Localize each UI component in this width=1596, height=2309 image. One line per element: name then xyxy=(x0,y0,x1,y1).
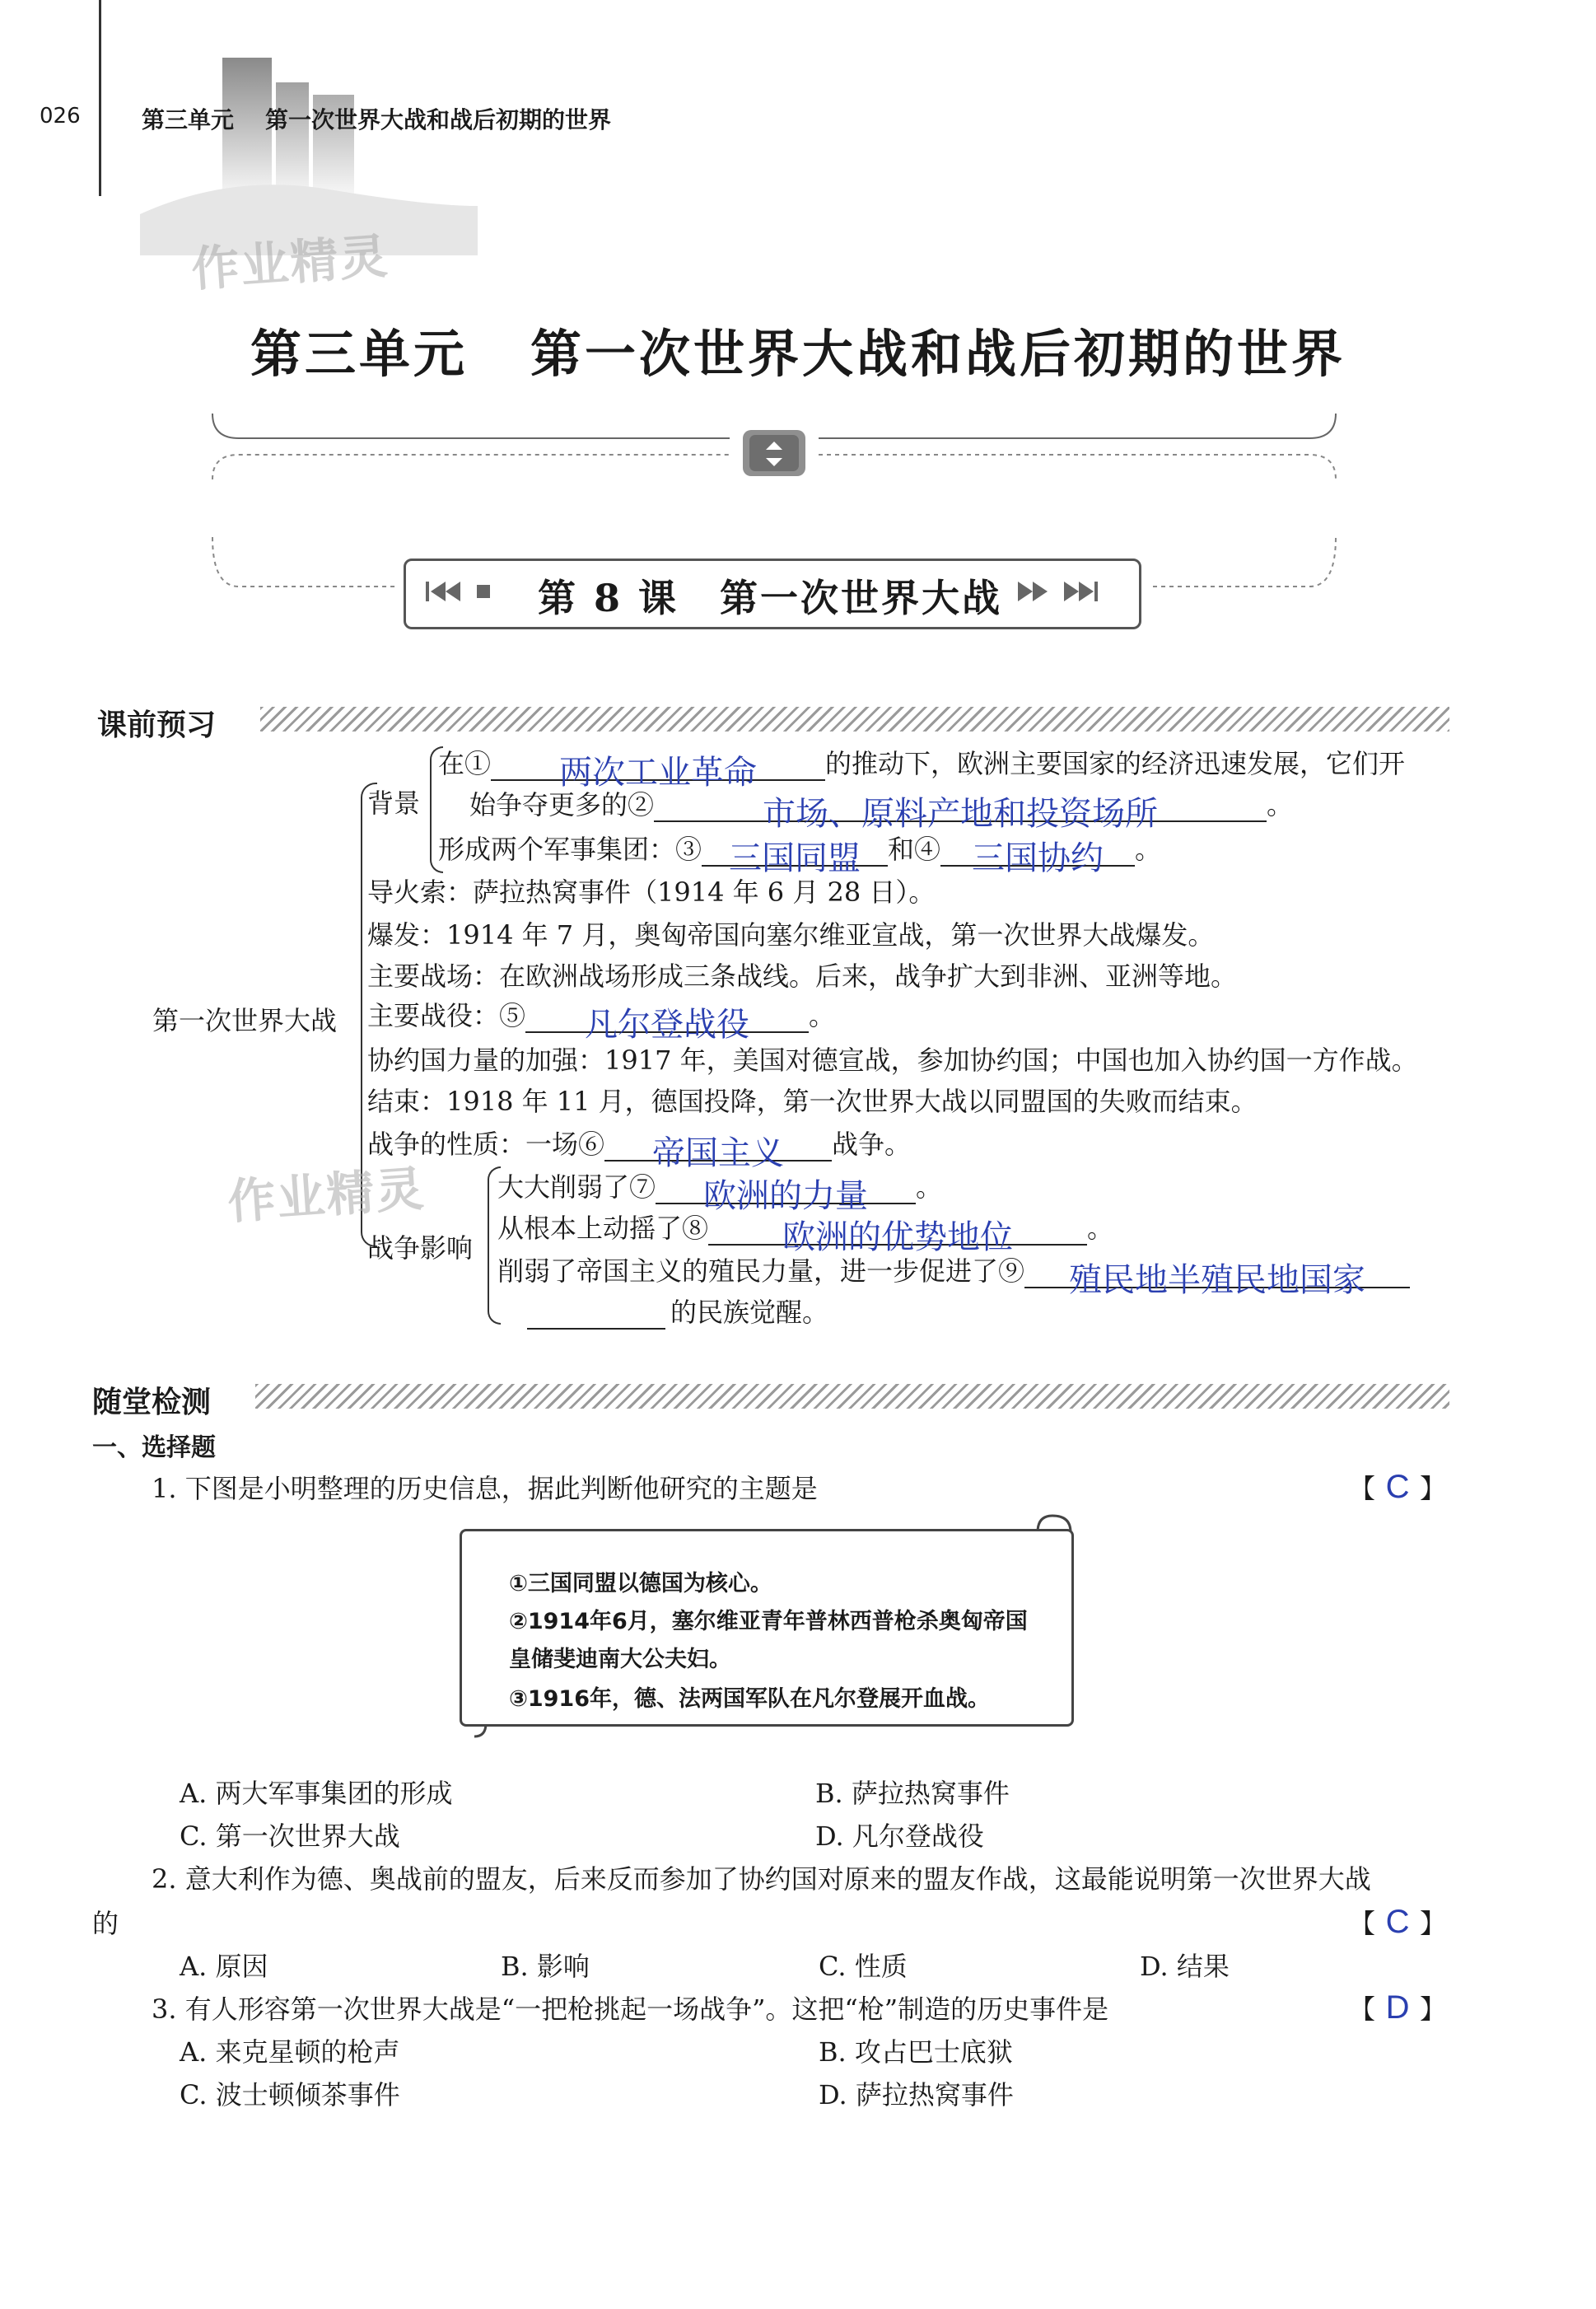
answer-1: 两次工业革命 xyxy=(559,755,758,791)
fuse-line: 导火索：萨拉热窝事件（1914 年 6 月 28 日）。 xyxy=(367,876,936,908)
impact-line-2: 从根本上动摇了⑧ 欧洲的优势地位 。 xyxy=(497,1213,1114,1255)
q2-option-a: A. 原因 xyxy=(180,1951,268,1982)
watermark-middle: 作业精灵 xyxy=(226,1160,427,1231)
q3-option-c: C. 波士顿倾茶事件 xyxy=(180,2079,400,2110)
q3-answer: D xyxy=(1385,1989,1410,2026)
q2-answer-bracket: 【 C 】 xyxy=(1349,1904,1447,1940)
scroll-line-3: 皇储斐迪南大公夫妇。 xyxy=(509,1647,731,1672)
entente-line: 协约国力量的加强：1917 年，美国对德宣战，参加协约国；中国也加入协约国一方作战。 xyxy=(367,1045,1418,1076)
outbreak-line: 爆发：1914 年 7 月，奥匈帝国向塞尔维亚宣战，第一次世界大战爆发。 xyxy=(367,919,1215,951)
q1-option-d: D. 凡尔登战役 xyxy=(815,1821,984,1852)
unit-title xyxy=(0,313,1596,386)
q3-answer-bracket: 【 D 】 xyxy=(1349,1989,1447,2026)
background-line-3: 形成两个军事集团：③ 三国同盟 和④ 三国协约 。 xyxy=(438,834,1162,876)
blank-3 xyxy=(702,832,888,876)
page-number: 026 xyxy=(40,104,81,129)
header-divider xyxy=(99,0,101,196)
answer-5: 凡尔登战役 xyxy=(585,1007,750,1043)
header-unit: 第三单元 xyxy=(142,106,235,133)
impact-label: 战争影响 xyxy=(367,1232,474,1264)
q2-stem-continuation: 的 xyxy=(92,1908,119,1939)
answer-3: 三国同盟 xyxy=(729,840,861,876)
lesson-name: 第一次世界大战 xyxy=(720,576,1003,620)
q1-answer: C xyxy=(1385,1469,1410,1505)
end-line: 结束：1918 年 11 月，德国投降，第一次世界大战以同盟国的失败而结束。 xyxy=(367,1086,1258,1117)
blank-1 xyxy=(491,746,825,791)
answer-4: 三国协约 xyxy=(972,840,1104,876)
lesson-title xyxy=(404,568,1136,623)
q3-stem: 3. 有人形容第一次世界大战是“一把枪挑起一场战争”。这把“枪”制造的历史事件是 xyxy=(152,1993,1109,2025)
nature-line: 战争的性质：一场⑥ 帝国主义 战争。 xyxy=(367,1129,912,1171)
section-hatch-quiz xyxy=(255,1384,1449,1409)
battle-line: 主要战役：⑤ 凡尔登战役 。 xyxy=(367,1000,836,1043)
blank-4 xyxy=(940,832,1135,876)
blank-9 xyxy=(1024,1254,1410,1298)
q1-answer-bracket: 【 C 】 xyxy=(1349,1469,1447,1505)
q2-answer: C xyxy=(1385,1904,1410,1940)
section-title-quiz: 随堂检测 xyxy=(92,1386,212,1419)
scroll-line-2: ②1914年6月，塞尔维亚青年普林西普枪杀奥匈帝国 xyxy=(509,1609,1028,1634)
lesson-number: 第 8 课 xyxy=(537,576,679,620)
background-label: 背景 xyxy=(367,788,421,819)
q3-option-d: D. 萨拉热窝事件 xyxy=(819,2079,1014,2110)
answer-6: 帝国主义 xyxy=(652,1135,785,1171)
blank-9-continuation xyxy=(527,1328,665,1330)
answer-8: 欧洲的优势地位 xyxy=(782,1219,1014,1255)
impact-line-3-end: 的民族觉醒。 xyxy=(670,1297,829,1328)
header-title: 第一次世界大战和战后初期的世界 xyxy=(265,106,612,133)
q3-option-b: B. 攻占巴士底狱 xyxy=(819,2036,1013,2068)
answer-2: 市场、原料产地和投资场所 xyxy=(763,796,1159,832)
scroll-line-4: ③1916年，德、法两国军队在凡尔登展开血战。 xyxy=(509,1686,991,1712)
answer-9: 殖民地半殖民地国家 xyxy=(1069,1262,1366,1298)
q2-option-b: B. 影响 xyxy=(501,1951,590,1982)
section-hatch-preview xyxy=(260,707,1449,731)
section-title-preview: 课前预习 xyxy=(97,708,217,742)
background-line-1: 在① 两次工业革命 的推动下，欧洲主要国家的经济迅速发展，它们开 xyxy=(438,748,1406,791)
unit-title-number: 第三单元 xyxy=(250,324,468,384)
q1-option-b: B. 萨拉热窝事件 xyxy=(815,1778,1010,1809)
q1-option-a: A. 两大军事集团的形成 xyxy=(180,1778,453,1809)
unit-title-text: 第一次世界大战和战后初期的世界 xyxy=(530,324,1346,384)
q1-option-c: C. 第一次世界大战 xyxy=(180,1821,400,1852)
answer-7: 欧洲的力量 xyxy=(703,1178,869,1214)
watermark-top: 作业精灵 xyxy=(189,227,391,298)
q2-option-d: D. 结果 xyxy=(1140,1951,1230,1982)
blank-6 xyxy=(604,1127,832,1171)
background-line-2: 始争夺更多的② 市场、原料产地和投资场所 。 xyxy=(469,789,1294,832)
q2-stem: 2. 意大利作为德、奥战前的盟友，后来反而参加了协约国对原来的盟友作战，这最能说明第一次世界大战 xyxy=(152,1863,1371,1895)
impact-line-3: 削弱了帝国主义的殖民力量，进一步促进了⑨ 殖民地半殖民地国家 xyxy=(497,1250,1410,1288)
blank-2 xyxy=(654,788,1267,832)
q2-option-c: C. 性质 xyxy=(819,1951,908,1982)
q1-stem: 1. 下图是小明整理的历史信息，据此判断他研究的主题是 xyxy=(152,1473,818,1504)
subsection-choice: 一、选择题 xyxy=(92,1433,216,1462)
battlefield-line: 主要战场：在欧洲战场形成三条战线。后来，战争扩大到非洲、亚洲等地。 xyxy=(367,961,1238,992)
impact-line-1: 大大削弱了⑦ 欧洲的力量 。 xyxy=(497,1171,943,1214)
root-label: 第一次世界大战 xyxy=(152,1005,338,1036)
q3-option-a: A. 来克星顿的枪声 xyxy=(180,2036,400,2068)
scroll-line-1: ①三国同盟以德国为核心。 xyxy=(509,1571,772,1596)
